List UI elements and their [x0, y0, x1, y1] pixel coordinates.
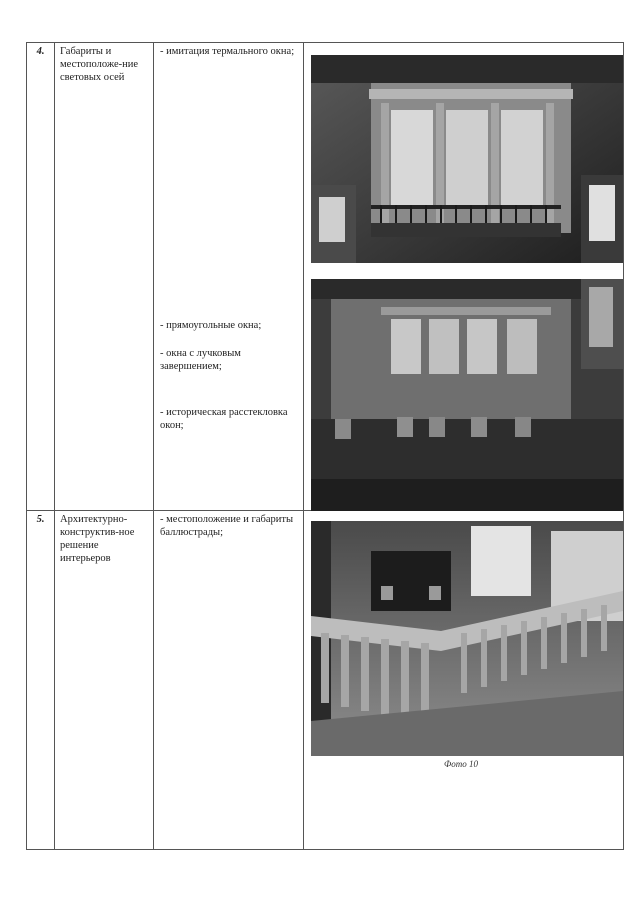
- features-cell: [154, 511, 304, 850]
- subject-name: Габариты и местоположе-ние световых осей: [60, 46, 139, 83]
- facade-balcony-photo: [311, 55, 623, 263]
- interior-balustrade-photo: [311, 521, 623, 756]
- facade-windows-photo: [311, 279, 623, 511]
- feature-item: - прямоугольные окна;: [160, 320, 262, 331]
- row-number: 5.: [36, 514, 45, 525]
- subject-name-cell: [55, 511, 154, 850]
- row-number: 4.: [36, 46, 45, 57]
- subject-name: Архитектурно-конструктив-ное решение интерьеров: [60, 514, 135, 564]
- feature-item: - имитация термального окна;: [160, 46, 295, 57]
- photo-caption: Фото 10: [444, 759, 478, 769]
- features-cell: [154, 43, 304, 511]
- table-row: [27, 43, 624, 511]
- row-number-cell: [27, 43, 55, 511]
- row-number-cell: [27, 511, 55, 850]
- monument-subject-table: [26, 42, 624, 850]
- subject-name-cell: [55, 43, 154, 511]
- photo-cell: [304, 43, 624, 511]
- feature-item: - окна с лучковым завершением;: [160, 348, 241, 372]
- feature-item: - историческая расстекловка окон;: [160, 407, 288, 431]
- photo-cell: [304, 511, 624, 850]
- table-row: [27, 511, 624, 850]
- feature-item: - местоположение и габариты баллюстрады;: [160, 514, 294, 538]
